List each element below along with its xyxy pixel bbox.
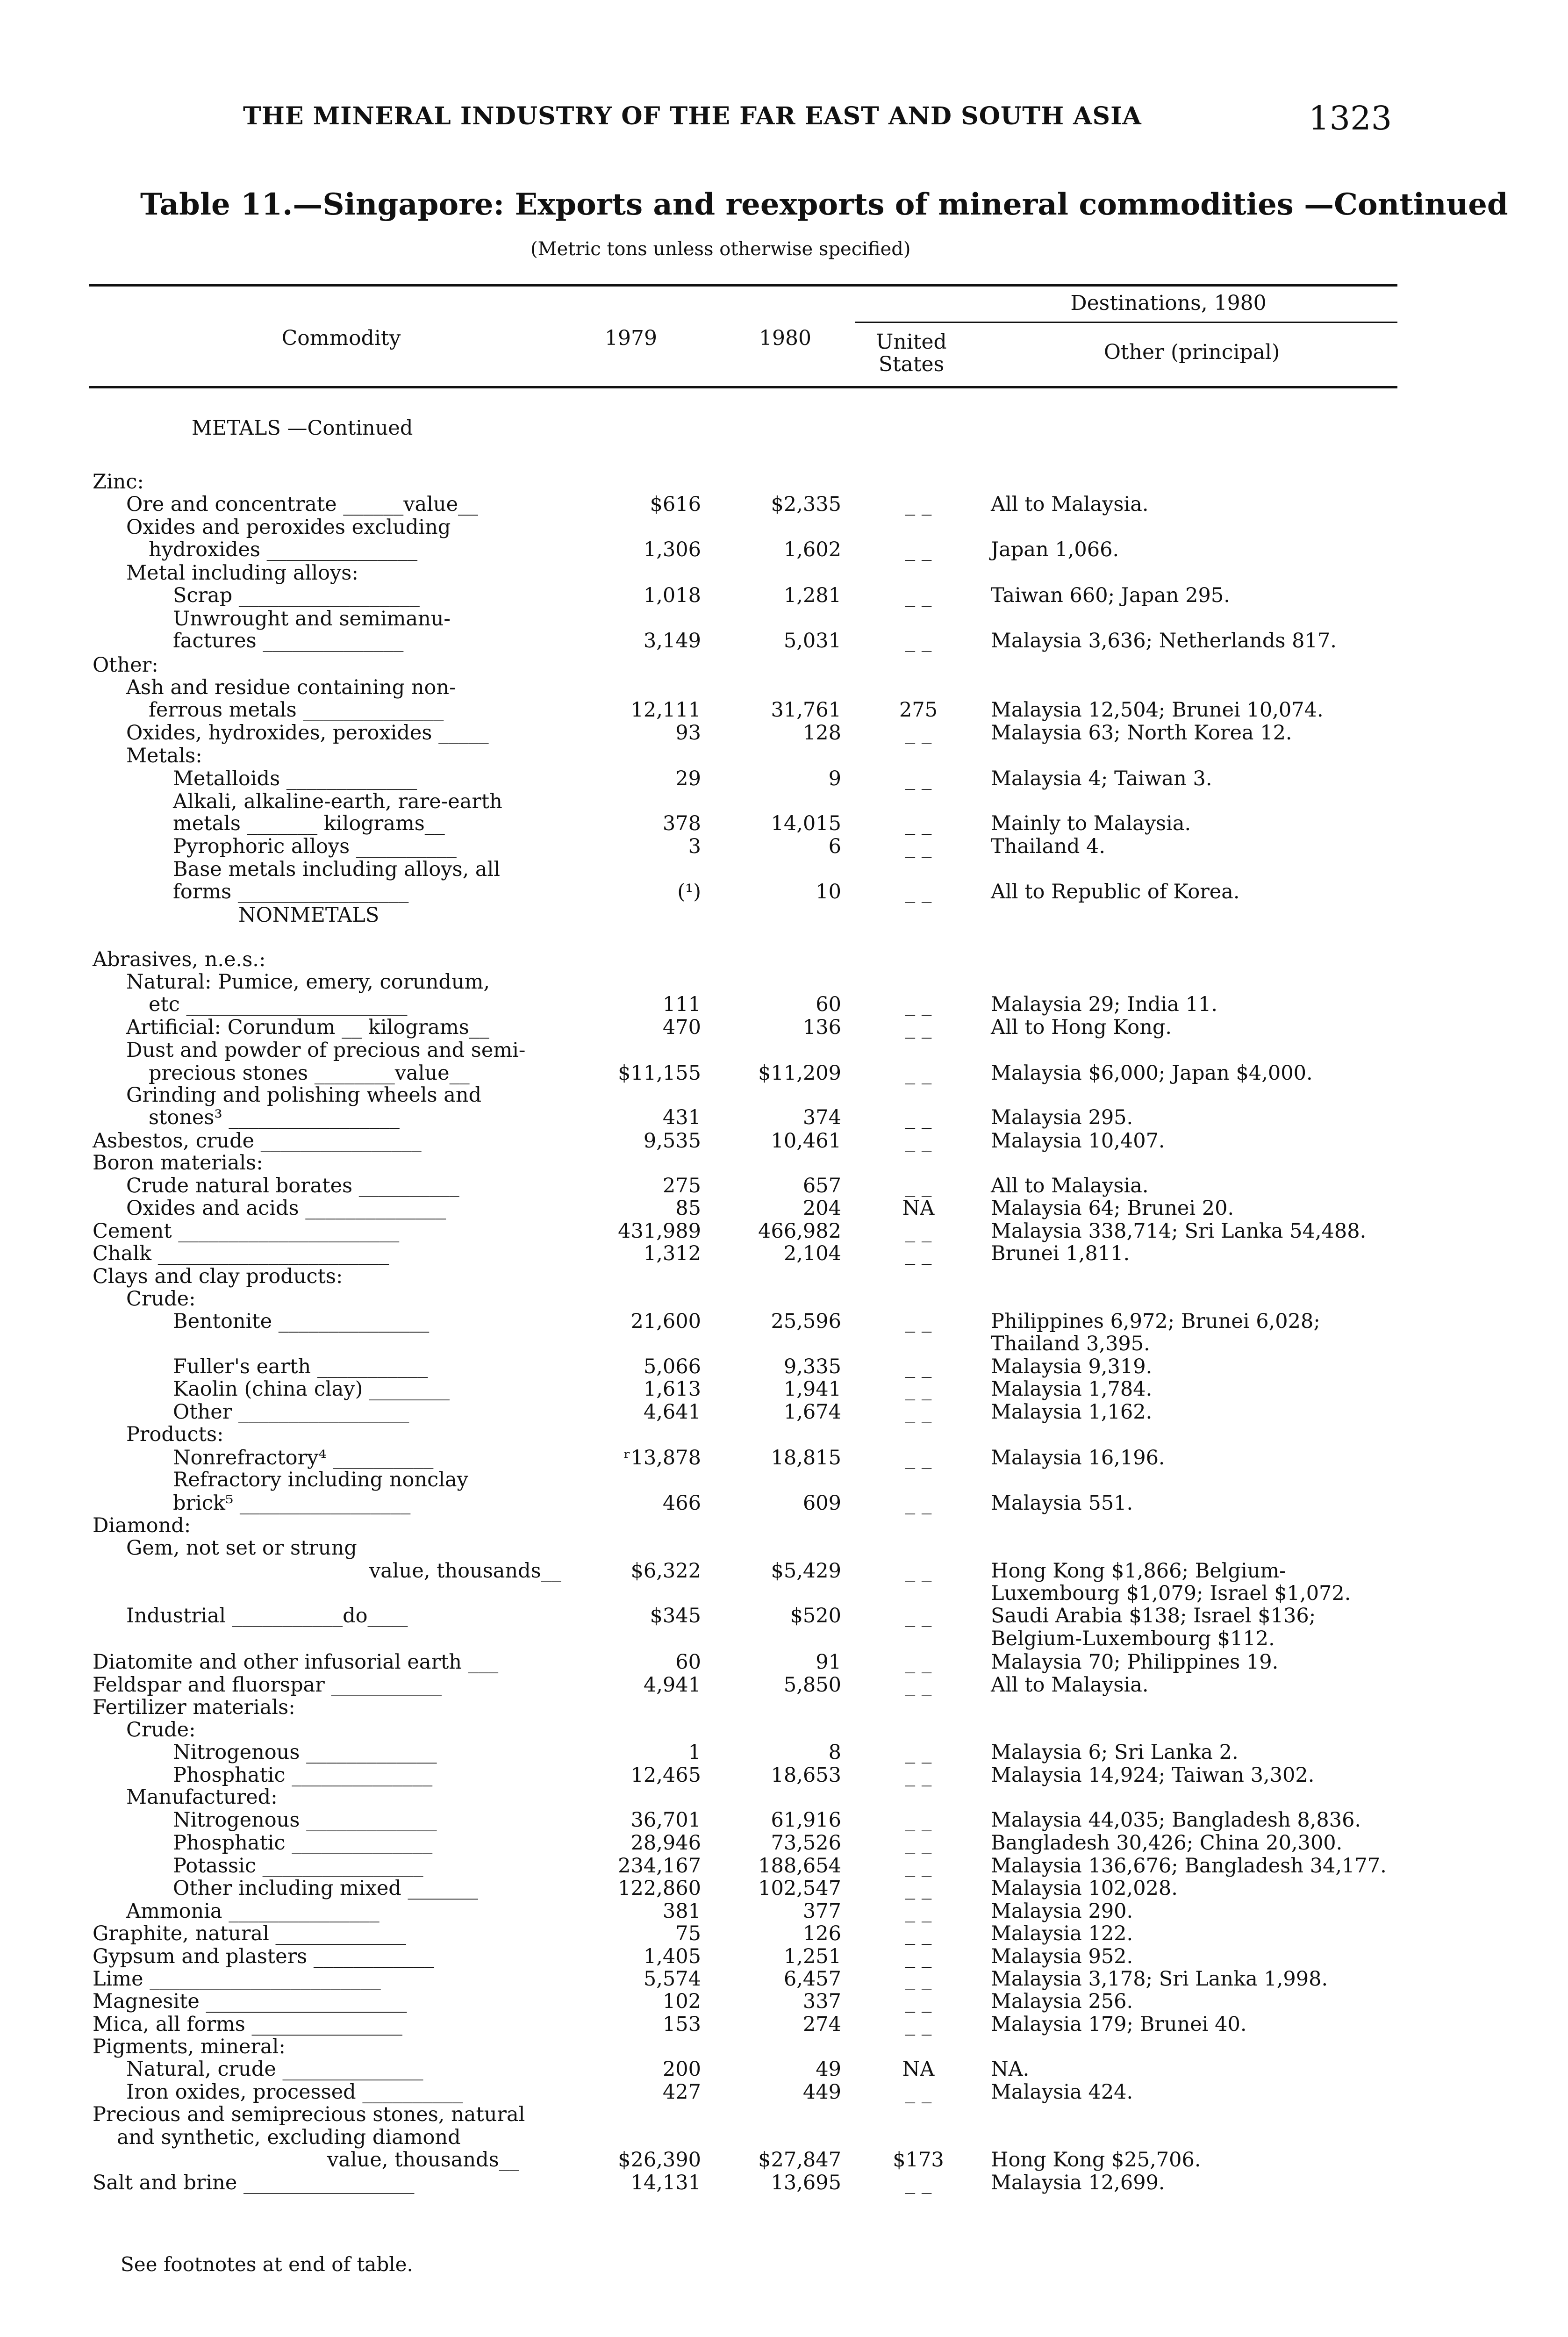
value-1980-cell: $5,429 [771, 1559, 841, 1583]
value-1980-cell: 6,457 [783, 1967, 841, 1991]
commodity-cell: Precious and semiprecious stones, natural [93, 2103, 525, 2126]
commodity-cell: Salt and brine _________________ [93, 2171, 415, 2194]
commodity-cell: Unwrought and semimanu- [173, 607, 451, 631]
other-destinations-cell: Philippines 6,972; Brunei 6,028; [991, 1310, 1320, 1333]
united-states-cell: _ _ [905, 1446, 932, 1470]
commodity-cell: Zinc: [93, 470, 144, 494]
commodity-cell: Pyrophoric alloys __________ [173, 835, 457, 858]
value-1979-cell: 9,535 [643, 1129, 701, 1153]
other-destinations-cell: Brunei 1,811. [991, 1242, 1130, 1265]
commodity-cell: Products: [126, 1423, 224, 1446]
united-states-cell: _ _ [905, 1854, 932, 1878]
header-bottom-rule [89, 386, 1397, 388]
united-states-cell: _ _ [905, 2171, 932, 2194]
other-destinations-cell: Malaysia 3,636; Netherlands 817. [991, 629, 1337, 652]
commodity-cell: METALS —Continued [192, 416, 413, 440]
value-1980-cell: 466,982 [758, 1219, 841, 1243]
united-states-cell: _ _ [905, 1673, 932, 1697]
united-states-cell: _ _ [905, 1174, 932, 1197]
other-destinations-cell: Hong Kong $25,706. [991, 2148, 1201, 2172]
commodity-cell: Oxides, hydroxides, peroxides _____ [126, 721, 489, 745]
value-1979-cell: $616 [650, 493, 701, 516]
commodity-cell: Refractory including nonclay [173, 1468, 468, 1491]
united-states-cell: _ _ [905, 1310, 932, 1333]
commodity-cell: Oxides and acids ______________ [126, 1197, 446, 1220]
commodity-cell: Dust and powder of precious and semi- [126, 1039, 526, 1062]
united-states-cell: _ _ [905, 1650, 932, 1674]
commodity-cell: stones³ _________________ [149, 1106, 400, 1129]
header-united-states: United States [876, 330, 947, 377]
commodity-cell: Metals: [126, 744, 202, 767]
other-destinations-cell: Belgium-Luxembourg $112. [991, 1627, 1275, 1650]
other-destinations-cell: Malaysia 952. [991, 1945, 1133, 1968]
value-1980-cell: 8 [828, 1741, 841, 1764]
commodity-cell: Mica, all forms _______________ [93, 2013, 403, 2036]
commodity-cell: Nitrogenous _____________ [173, 1741, 437, 1764]
other-destinations-cell: All to Malaysia. [991, 493, 1149, 516]
united-states-cell: _ _ [905, 1242, 932, 1265]
footnote-reference: See footnotes at end of table. [121, 2253, 413, 2276]
other-destinations-cell: Malaysia 14,924; Taiwan 3,302. [991, 1764, 1315, 1787]
value-1979-cell: 466 [662, 1491, 701, 1515]
united-states-cell: _ _ [905, 584, 932, 607]
other-destinations-cell: Saudi Arabia $138; Israel $136; [991, 1604, 1316, 1627]
value-1980-cell: 1,674 [783, 1400, 841, 1424]
commodity-cell: Alkali, alkaline-earth, rare-earth [173, 790, 502, 813]
united-states-cell: _ _ [905, 880, 932, 903]
value-1979-cell: 122,860 [618, 1877, 701, 1900]
other-destinations-cell: Malaysia 6; Sri Lanka 2. [991, 1741, 1239, 1764]
table-title: Table 11.—Singapore: Exports and reexports of mineral commodities —Continued [140, 187, 1508, 222]
value-1979-cell: 1,306 [643, 538, 701, 561]
value-1980-cell: $2,335 [771, 493, 841, 516]
value-1980-cell: 10 [816, 880, 841, 903]
value-1980-cell: 188,654 [758, 1854, 841, 1878]
value-1979-cell: 5,574 [643, 1967, 701, 1991]
other-destinations-cell: Malaysia 122. [991, 1922, 1133, 1945]
value-1979-cell: 470 [662, 1016, 701, 1039]
commodity-cell: Metalloids _____________ [173, 767, 417, 790]
value-1980-cell: 204 [802, 1197, 841, 1220]
commodity-cell: Boron materials: [93, 1151, 263, 1175]
value-1979-cell: 85 [675, 1197, 701, 1220]
value-1979-cell: (¹) [677, 880, 701, 903]
commodity-cell: Lime _______________________ [93, 1967, 381, 1991]
commodity-cell: forms _________________ [173, 880, 409, 903]
united-states-cell: 275 [899, 698, 938, 722]
value-1979-cell: 431,989 [618, 1219, 701, 1243]
value-1979-cell: 60 [675, 1650, 701, 1674]
value-1980-cell: 5,850 [783, 1673, 841, 1697]
commodity-cell: Pigments, mineral: [93, 2035, 286, 2058]
united-states-cell: _ _ [905, 1061, 932, 1085]
value-1980-cell: 337 [802, 1990, 841, 2013]
commodity-cell: Cement ______________________ [93, 1219, 400, 1243]
other-destinations-cell: Taiwan 660; Japan 295. [991, 584, 1230, 607]
value-1980-cell: $27,847 [758, 2148, 841, 2172]
header-1980: 1980 [759, 326, 811, 350]
commodity-cell: Crude natural borates __________ [126, 1174, 459, 1197]
value-1980-cell: 374 [802, 1106, 841, 1129]
united-states-cell: _ _ [905, 538, 932, 561]
united-states-cell: _ _ [905, 1400, 932, 1424]
other-destinations-cell: Thailand 3,395. [991, 1332, 1150, 1355]
other-destinations-cell: Malaysia 256. [991, 1990, 1133, 2013]
commodity-cell: factures ______________ [173, 629, 404, 652]
value-1979-cell: 1,613 [643, 1377, 701, 1401]
united-states-cell: _ _ [905, 2080, 932, 2104]
value-1979-cell: ʳ13,878 [623, 1446, 701, 1470]
united-states-cell: _ _ [905, 1945, 932, 1968]
value-1979-cell: 36,701 [630, 1808, 701, 1832]
other-destinations-cell: Malaysia 12,504; Brunei 10,074. [991, 698, 1324, 722]
other-destinations-cell: All to Malaysia. [991, 1673, 1149, 1697]
commodity-cell: Grinding and polishing wheels and [126, 1083, 482, 1107]
other-destinations-cell: Malaysia 9,319. [991, 1355, 1153, 1378]
value-1979-cell: 4,641 [643, 1400, 701, 1424]
commodity-cell: Crude: [126, 1287, 196, 1311]
value-1979-cell: $11,155 [618, 1061, 701, 1085]
value-1979-cell: 14,131 [630, 2171, 701, 2194]
header-1979: 1979 [605, 326, 657, 350]
value-1980-cell: 5,031 [783, 629, 841, 652]
united-states-cell: _ _ [905, 721, 932, 745]
value-1980-cell: 449 [802, 2080, 841, 2104]
commodity-cell: Artificial: Corundum __ kilograms__ [126, 1016, 489, 1039]
value-1979-cell: 200 [662, 2057, 701, 2081]
commodity-cell: Abrasives, n.e.s.: [93, 948, 266, 971]
united-states-cell: _ _ [905, 1129, 932, 1153]
value-1980-cell: $520 [790, 1604, 841, 1627]
value-1979-cell: 12,111 [630, 698, 701, 722]
commodity-cell: Asbestos, crude ________________ [93, 1129, 422, 1153]
value-1980-cell: 61,916 [771, 1808, 841, 1832]
commodity-cell: Feldspar and fluorspar ___________ [93, 1673, 442, 1697]
united-states-cell: _ _ [905, 2013, 932, 2036]
commodity-cell: Nonrefractory⁴ __________ [173, 1446, 434, 1470]
commodity-cell: Ore and concentrate ______value__ [126, 493, 479, 516]
commodity-cell: Natural, crude ______________ [126, 2057, 423, 2081]
value-1980-cell: 18,815 [771, 1446, 841, 1470]
commodity-cell: Iron oxides, processed __________ [126, 2080, 463, 2104]
value-1979-cell: 1,312 [643, 1242, 701, 1265]
value-1979-cell: 1,018 [643, 584, 701, 607]
value-1980-cell: 102,547 [758, 1877, 841, 1900]
united-states-cell: _ _ [905, 1764, 932, 1787]
united-states-cell: _ _ [905, 1741, 932, 1764]
value-1979-cell: 75 [675, 1922, 701, 1945]
other-destinations-cell: All to Malaysia. [991, 1174, 1149, 1197]
value-1980-cell: 274 [802, 2013, 841, 2036]
value-1980-cell: 128 [802, 721, 841, 745]
header-commodity: Commodity [281, 326, 401, 350]
other-destinations-cell: Malaysia 63; North Korea 12. [991, 721, 1292, 745]
other-destinations-cell: All to Hong Kong. [991, 1016, 1172, 1039]
value-1980-cell: 1,281 [783, 584, 841, 607]
value-1980-cell: 91 [816, 1650, 841, 1674]
other-destinations-cell: Japan 1,066. [991, 538, 1119, 561]
united-states-cell: _ _ [905, 1559, 932, 1583]
value-1980-cell: 60 [816, 993, 841, 1016]
other-destinations-cell: Thailand 4. [991, 835, 1106, 858]
united-states-cell: _ _ [905, 1106, 932, 1129]
united-states-cell: _ _ [905, 1990, 932, 2013]
other-destinations-cell: Malaysia 136,676; Bangladesh 34,177. [991, 1854, 1387, 1878]
united-states-cell: _ _ [905, 1604, 932, 1627]
value-1980-cell: 2,104 [783, 1242, 841, 1265]
value-1979-cell: 378 [662, 812, 701, 835]
united-states-cell: _ _ [905, 835, 932, 858]
commodity-cell: Crude: [126, 1718, 196, 1742]
value-1980-cell: 18,653 [771, 1764, 841, 1787]
other-destinations-cell: NA. [991, 2057, 1030, 2081]
other-destinations-cell: Malaysia 3,178; Sri Lanka 1,998. [991, 1967, 1328, 1991]
other-destinations-cell: Malaysia 424. [991, 2080, 1133, 2104]
commodity-cell: Other: [93, 653, 158, 677]
other-destinations-cell: Malaysia 1,784. [991, 1377, 1153, 1401]
commodity-cell: and synthetic, excluding diamond [117, 2126, 461, 2149]
value-1980-cell: 126 [802, 1922, 841, 1945]
commodity-cell: Potassic ________________ [173, 1854, 423, 1878]
commodity-cell: Manufactured: [126, 1785, 278, 1809]
united-states-cell: _ _ [905, 493, 932, 516]
united-states-cell: NA [902, 2057, 935, 2081]
united-states-cell: $173 [893, 2148, 944, 2172]
value-1980-cell: 9,335 [783, 1355, 841, 1378]
commodity-cell: Diamond: [93, 1514, 191, 1537]
header-other-principal: Other (principal) [1103, 340, 1280, 364]
commodity-cell: Base metals including alloys, all [173, 858, 501, 881]
united-states-cell: _ _ [905, 1900, 932, 1923]
value-1979-cell: 427 [662, 2080, 701, 2104]
other-destinations-cell: Malaysia 4; Taiwan 3. [991, 767, 1212, 790]
other-destinations-cell: Malaysia 551. [991, 1491, 1133, 1515]
commodity-cell: Fuller's earth ___________ [173, 1355, 428, 1378]
value-1980-cell: 13,695 [771, 2171, 841, 2194]
value-1979-cell: $26,390 [618, 2148, 701, 2172]
value-1980-cell: 1,602 [783, 538, 841, 561]
commodity-cell: Industrial ___________do____ [126, 1604, 408, 1627]
united-states-cell: _ _ [905, 1967, 932, 1991]
destinations-rule [855, 322, 1397, 323]
value-1979-cell: 5,066 [643, 1355, 701, 1378]
commodity-cell: Other _________________ [173, 1400, 409, 1424]
value-1979-cell: 4,941 [643, 1673, 701, 1697]
commodity-cell: Chalk _______________________ [93, 1242, 389, 1265]
value-1980-cell: 14,015 [771, 812, 841, 835]
value-1979-cell: 234,167 [618, 1854, 701, 1878]
value-1979-cell: 21,600 [630, 1310, 701, 1333]
value-1980-cell: $11,209 [758, 1061, 841, 1085]
other-destinations-cell: Luxembourg $1,079; Israel $1,072. [991, 1582, 1351, 1605]
united-states-cell: _ _ [905, 1355, 932, 1378]
value-1979-cell: $6,322 [630, 1559, 701, 1583]
value-1979-cell: 102 [662, 1990, 701, 2013]
united-states-cell: _ _ [905, 1922, 932, 1945]
united-states-cell: _ _ [905, 1016, 932, 1039]
value-1979-cell: 28,946 [630, 1831, 701, 1855]
other-destinations-cell: Malaysia 295. [991, 1106, 1133, 1129]
other-destinations-cell: Malaysia 12,699. [991, 2171, 1165, 2194]
header-destinations: Destinations, 1980 [1070, 291, 1267, 315]
other-destinations-cell: Hong Kong $1,866; Belgium- [991, 1559, 1286, 1583]
value-1979-cell: 12,465 [630, 1764, 701, 1787]
commodity-cell: Other including mixed _______ [173, 1877, 478, 1900]
value-1979-cell: 381 [662, 1900, 701, 1923]
other-destinations-cell: Malaysia 1,162. [991, 1400, 1153, 1424]
commodity-cell: Magnesite ____________________ [93, 1990, 407, 2013]
united-states-cell: _ _ [905, 1377, 932, 1401]
united-states-cell: _ _ [905, 1491, 932, 1515]
commodity-cell: Nitrogenous _____________ [173, 1808, 437, 1832]
value-1979-cell: 3 [688, 835, 701, 858]
united-states-cell: _ _ [905, 1831, 932, 1855]
value-1979-cell: $345 [650, 1604, 701, 1627]
other-destinations-cell: Malaysia 10,407. [991, 1129, 1165, 1153]
united-states-cell: NA [902, 1197, 935, 1220]
commodity-cell: brick⁵ _________________ [173, 1491, 411, 1515]
other-destinations-cell: Malaysia 179; Brunei 40. [991, 2013, 1247, 2036]
commodity-cell: Graphite, natural _____________ [93, 1922, 406, 1945]
value-1980-cell: 1,251 [783, 1945, 841, 1968]
commodity-cell: Ash and residue containing non- [126, 676, 456, 699]
units-note: (Metric tons unless otherwise specified) [530, 238, 911, 260]
united-states-cell: _ _ [905, 1219, 932, 1243]
value-1980-cell: 10,461 [771, 1129, 841, 1153]
united-states-cell: _ _ [905, 1877, 932, 1900]
other-destinations-cell: Malaysia 44,035; Bangladesh 8,836. [991, 1808, 1361, 1832]
united-states-cell: _ _ [905, 1808, 932, 1832]
value-1979-cell: 3,149 [643, 629, 701, 652]
commodity-cell: Kaolin (china clay) ________ [173, 1377, 450, 1401]
commodity-cell: Gem, not set or strung [126, 1536, 357, 1560]
commodity-cell: Ammonia _______________ [126, 1900, 379, 1923]
commodity-cell: metals _______ kilograms__ [173, 812, 445, 835]
value-1979-cell: 153 [662, 2013, 701, 2036]
value-1980-cell: 31,761 [771, 698, 841, 722]
other-destinations-cell: Mainly to Malaysia. [991, 812, 1191, 835]
other-destinations-cell: Malaysia 16,196. [991, 1446, 1165, 1470]
value-1980-cell: 377 [802, 1900, 841, 1923]
value-1980-cell: 6 [828, 835, 841, 858]
united-states-cell: _ _ [905, 993, 932, 1016]
value-1980-cell: 49 [816, 2057, 841, 2081]
other-destinations-cell: Malaysia 290. [991, 1900, 1133, 1923]
commodity-cell: precious stones ________value__ [149, 1061, 470, 1085]
value-1980-cell: 136 [802, 1016, 841, 1039]
value-1980-cell: 657 [802, 1174, 841, 1197]
commodity-cell: Gypsum and plasters ____________ [93, 1945, 434, 1968]
value-1980-cell: 609 [802, 1491, 841, 1515]
value-1980-cell: 25,596 [771, 1310, 841, 1333]
value-1980-cell: 1,941 [783, 1377, 841, 1401]
header-top-rule [89, 284, 1397, 287]
commodity-cell: ferrous metals ______________ [149, 698, 444, 722]
united-states-cell: _ _ [905, 812, 932, 835]
value-1980-cell: 73,526 [771, 1831, 841, 1855]
commodity-cell: etc ______________________ [149, 993, 408, 1016]
page-number: 1323 [1309, 99, 1392, 137]
value-1979-cell: 1 [688, 1741, 701, 1764]
other-destinations-cell: All to Republic of Korea. [991, 880, 1240, 903]
value-1979-cell: 1,405 [643, 1945, 701, 1968]
commodity-cell: Fertilizer materials: [93, 1696, 295, 1719]
commodity-cell: Natural: Pumice, emery, corundum, [126, 970, 490, 994]
running-head: THE MINERAL INDUSTRY OF THE FAR EAST AND SOUTH ASIA [243, 102, 1142, 130]
commodity-cell: hydroxides _______________ [149, 538, 418, 561]
commodity-cell: Bentonite _______________ [173, 1310, 430, 1333]
commodity-cell: Clays and clay products: [93, 1265, 343, 1288]
other-destinations-cell: Malaysia 70; Philippines 19. [991, 1650, 1279, 1674]
commodity-cell: Scrap __________________ [173, 584, 420, 607]
other-destinations-cell: Malaysia 64; Brunei 20. [991, 1197, 1234, 1220]
other-destinations-cell: Malaysia $6,000; Japan $4,000. [991, 1061, 1313, 1085]
value-1979-cell: 431 [662, 1106, 701, 1129]
commodity-cell: value, thousands__ [369, 1559, 561, 1583]
value-1979-cell: 275 [662, 1174, 701, 1197]
value-1979-cell: 29 [675, 767, 701, 790]
other-destinations-cell: Malaysia 29; India 11. [991, 993, 1217, 1016]
other-destinations-cell: Malaysia 338,714; Sri Lanka 54,488. [991, 1219, 1367, 1243]
commodity-cell: value, thousands__ [327, 2148, 519, 2172]
united-states-cell: _ _ [905, 767, 932, 790]
value-1979-cell: 111 [662, 993, 701, 1016]
commodity-cell: Phosphatic ______________ [173, 1764, 433, 1787]
commodity-cell: NONMETALS [238, 903, 379, 927]
other-destinations-cell: Malaysia 102,028. [991, 1877, 1178, 1900]
commodity-cell: Metal including alloys: [126, 561, 358, 585]
value-1980-cell: 9 [828, 767, 841, 790]
value-1979-cell: 93 [675, 721, 701, 745]
other-destinations-cell: Bangladesh 30,426; China 20,300. [991, 1831, 1343, 1855]
united-states-cell: _ _ [905, 629, 932, 652]
commodity-cell: Diatomite and other infusorial earth ___ [93, 1650, 499, 1674]
commodity-cell: Phosphatic ______________ [173, 1831, 433, 1855]
commodity-cell: Oxides and peroxides excluding [126, 516, 451, 539]
